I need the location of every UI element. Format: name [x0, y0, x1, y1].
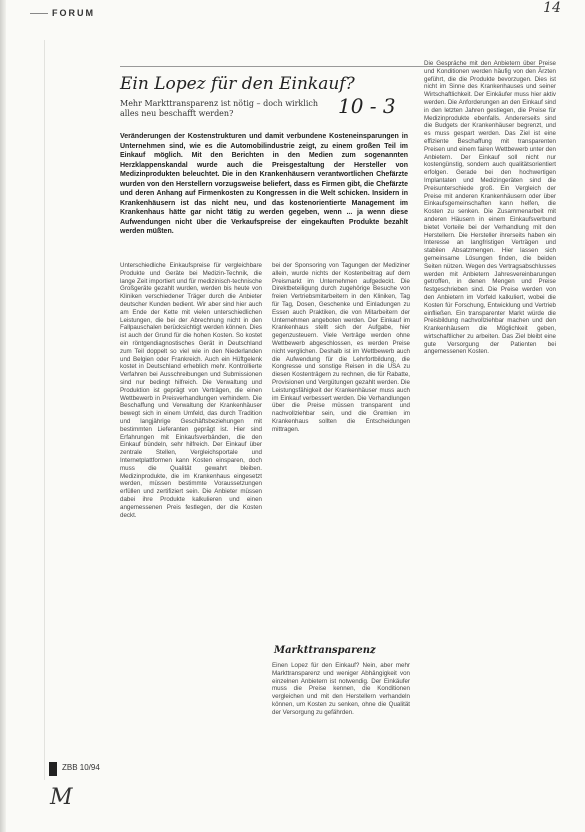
article-subtitle: Mehr Markttransparenz ist nötig – doch wirklich alles neu beschafft werden?	[120, 99, 319, 118]
article-title: Ein Lopez für den Einkauf?	[120, 74, 355, 94]
handwritten-number: 10 - 3	[338, 94, 396, 118]
body-column-3: Die Gespräche mit den Anbietern über Preise und Konditionen werden häufig von den Ärzten geführt, die die Produkte bevorzugen. Dies ist nicht im Sinne des Krankenhauses und seiner Wirtschaftlichkeit. Der Einkäufer muss hier aktiv werden. Die Anforderungen an den Einkauf sind in den letzten Jahren gestiegen, die Preise für Medizinprodukte ebenfalls. Andererseits sind die Budgets der Krankenhäuser begrenzt, und es muss gespart werden. Das Ziel ist eine effiziente Beschaffung mit transparenten Preisen und einem fairen Wettbewerb unter den Anbietern. Der Einkauf soll nicht nur kostengünstig, sondern auch qualitätsorientiert erfolgen. Gerade bei den hochwertigen Implantaten und Medizingeräten sind die Preisunterschiede groß. Ein Vergleich der Preise mit anderen Krankenhäusern oder über Einkaufsgemeinschaften kann helfen, die Kosten zu senken. Die Zusammenarbeit mit anderen Häusern in einem Einkaufsverbund bietet Vorteile bei der Verhandlung mit den Herstellern. Die Hersteller ihrerseits haben ein Interesse an langfristigen Verträgen und stabilen Absatzmengen. Hier lassen sich gemeinsame Lösungen finden, die beiden Seiten nützen. Wegen des Vertragsabschlusses werden mit Anbietern Jahresvereinbarungen getroffen, in denen Mengen und Preise festgeschrieben sind. Die Preise werden von den Anbietern im Vorfeld kalkuliert, wobei die Kosten für Forschung, Entwicklung und Vertrieb einfließen. Ein transparenter Markt würde die Preisbildung nachvollziehbar machen und den Krankenhäusern die Möglichkeit geben, wirtschaftlicher zu arbeiten. Das Ziel bleibt eine gute Versorgung der Patienten bei angemessenen Kosten.	[424, 60, 556, 356]
margin-line	[44, 40, 45, 780]
header-rule	[30, 13, 48, 14]
handwritten-page-mark: 14	[543, 0, 561, 16]
scan-edge	[0, 0, 6, 832]
footer-bar	[49, 762, 57, 776]
section-subheading: Markttransparenz	[274, 645, 376, 656]
body-column-1: Unterschiedliche Einkaufspreise für vergleichbare Produkte und Geräte bei Medizin-Technik, die lange Zeit importiert und für medizinisch-technische Großgeräte gezahlt wurden, werden bis heute von Kliniken verschiedener Träger durch die Anbieter deutscher Kunden bedient. Wir aber sind hier auch am Ende der Kette mit vielen unterschiedlichen Leistungen, die bei der Abrechnung nicht in den Fallpauschalen berücksichtigt werden können. Dies ist auch der Grund für die hohen Kosten. So kostet ein röntgendiagnostisches Gerät in Deutschland zum Teil doppelt so viel wie in den Niederlanden und Belgien oder Frankreich. Auch ein Hüftgelenk kostet in Deutschland erheblich mehr. Kontrollierte Verfahren bei Ausschreibungen und Submissionen sind nur bedingt hilfreich. Die Verwaltung und Produktion ist geprägt von Verträgen, die einen Wettbewerb in Preisverhandlungen verhindern. Die Beschaffung und Verwaltung der Krankenhäuser bewegt sich in einem Umfeld, das durch Tradition und langjährige Geschäftsbeziehungen mit bestimmten Lieferanten geprägt ist. Hier sind Erfahrungen mit Einkaufsverbänden, die den Einkauf bündeln, sehr hilfreich. Der Einkauf über zentrale Stellen, Vergleichsportale und Internetplattformen kann Kosten einsparen, doch muss die Qualität gewahrt bleiben. Medizinprodukte, die im Krankenhaus eingesetzt werden, müssen bestimmte Voraussetzungen erfüllen und zertifiziert sein. Die Anbieter müssen dabei ihre Produkte kalkulieren und einen angemessenen Preis festlegen, der die Kosten deckt.	[120, 262, 262, 519]
handwritten-initial: M	[50, 785, 73, 810]
section-label: FORUM	[52, 8, 95, 18]
body-column-2: bei der Sponsoring von Tagungen der Mediziner allein, wurde nichts der Kostenbeitrag auf dem Preismarkt im Unternehmen aufgedeckt. Die Direktbeteiligung durch zugehörige Besuche von freien Vertriebsmitarbeitern in den Kliniken, Tag für Tag, Dosen, Geschenke und Einladungen zu Essen auch Praktiken, die von Mitarbeitern der Unternehmen angeboten werden. Der Einkauf im Krankenhaus stellt sich der Aufgabe, hier gegenzusteuern. Viele Verträge werden ohne Wettbewerb abgeschlossen, es werden Preise nicht verglichen. Deshalb ist im Wettbewerb auch die Aufwendung für die Lehrfortbildung, die Kongresse und sonstige Reisen in die USA zu diesen Kostenträgern zu rechnen, die für Rabatte, Provisionen und Vergütungen gezahlt werden. Die Leistungsfähigkeit der Krankenhäuser muss auch im Einkauf verbessert werden. Die Verhandlungen über die Preise müssen transparent und nachvollziehbar sein, und die Gremien im Krankenhaus sollten die Entscheidungen mittragen.	[272, 262, 410, 433]
article-intro: Veränderungen der Kostenstrukturen und damit verbundene Kosteneinsparungen in Unternehmen sind, wie es die Automobilindustrie zeigt, zu einem großen Teil im Einkauf möglich. Mit den Berichten in den Medien zum sogenannten Herzklappenskandal wurde auch die Preisgestaltung der Hersteller von Medizinprodukten beleuchtet. Die in den Krankenhäusern verantwortlichen Chefärzte wurden von den Herstellern vorzugsweise beliefert, dass es Firmen gibt, die Chefärzte und deren Anhang auf Firmenkosten zu Kongressen in die Welt schicken. Insidern in Krankenhäusern ist das nicht neu, und das kostenorientierte Management im Krankenhaus hätte gar nicht tätig zu werden gegeben, wenn ... ja wenn diese Aufwendungen nicht über die Verkaufspreise der eingekauften Produkte bezahlt werden müßten.	[120, 133, 408, 235]
page-footer: ZBB 10/94	[62, 763, 100, 772]
section-header	[30, 8, 95, 18]
body-column-2-continued: Einen Lopez für den Einkauf? Nein, aber mehr Markttransparenz und weniger Abhängigkeit von einzelnen Anbietern ist notwendig. Der Einkäufer muss die Preise kennen, die Konditionen vergleichen und mit den Herstellern verhandeln können, um Kosten zu senken, ohne die Qualität der Versorgung zu gefährden.	[272, 662, 410, 716]
